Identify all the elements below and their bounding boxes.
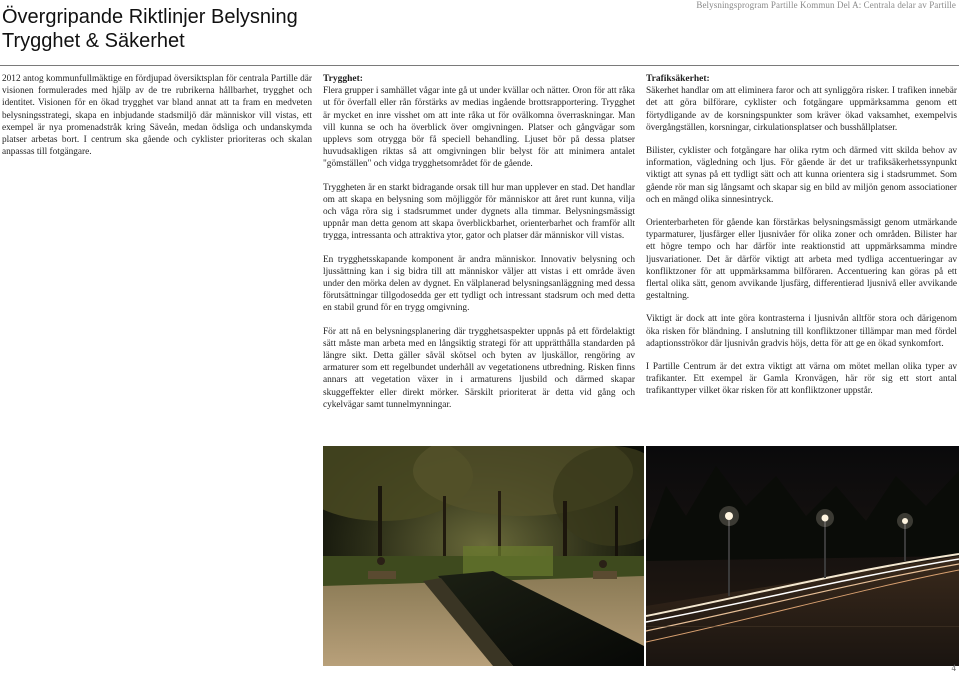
- page-number: 4: [951, 663, 956, 673]
- trygghet-paragraph-4: För att nå en belysningsplanering där trygghetsaspekter uppnås på ett fördelaktigt sätt måste man arbeta med en långsiktig strategi för att upprätthålla standarden på längre sikt. Detta gäller såväl skötsel och byten av ljuskällor, rengöring av armaturer som ett regelbundet underhåll av vegetationens utbredning. Risken finns annars att vegetation växer in i armaturens ljusbild och därmed skapar skuggeffekter eller direkt mörker. Särskilt prioriterat är detta vid gång och cykelvägar samt tunnelmynningar.: [323, 326, 635, 410]
- trafiksakerhet-paragraph-1: Säkerhet handlar om att eliminera faror och att synliggöra risker. I trafiken innebär det att göra bilförare, cyklister och fotgängare uppmärksamma genom ett förtydligande av de korsningspunkter som kräver ökad vaksamhet, exempelvis övergångställen, korsningar, cirkulationsplatser och busshållplatser.: [646, 86, 957, 133]
- trafiksakerhet-heading: Trafiksäkerhet:: [646, 74, 710, 84]
- page-title-line2: Trygghet & Säkerhet: [2, 30, 185, 52]
- trafiksakerhet-paragraph-3: Orienterbarheten för gående kan förstärkas belysningsmässigt genom utmärkande typarmaturer, ljusfärger eller ljusnivåer för olika zoner och områden. Bilister har ett högre tempo och har därför inte reaktionstid att uppmärksamma mindre ljusvariationer. Det är därför viktigt att arbeta med tydliga accentueringar av konfliktzoner för att uppmärksamma bilföraren. Accentuering kan göras på ett flertal olika sätt, genom avvikande ljusfärg, differentierad ljusnivå eller avvikande gestaltning.: [646, 218, 957, 302]
- document-meta: Belysningsprogram Partille Kommun Del A: Centrala delar av Partille: [696, 0, 956, 10]
- trygghet-paragraph-3: En trygghetsskapande komponent är andra människor. Innovativ belysning och ljussättning kan i sig bidra till att människor väljer att vistas i ett område även under den mörka delen av dygnet. En välplanerad belysningsanläggning med dessa förutsättningar tillgodosedda ger ett tydligt och intressant stadsrum och med detta en stabil grund för en trygg omgivning.: [323, 254, 635, 314]
- intro-paragraph: 2012 antog kommunfullmäktige en fördjupad översiktsplan för centrala Partille där visionen formulerades med hjälp av de tre rubrikerna hållbarhet, trygghet och identitet. Visionen för en ökad trygghet var bland annat att ta fram en medveten belysningsstrategi, skapa en inbjudande stadsmiljö där människor vill vistas, ett exempel är nya promenadstråk kring Säveån, medan ödsliga och undanskymda platser arbetas bort. I centrum ska gående och cyklister prioriteras och skalan anpassas till fotgängare.: [2, 74, 312, 158]
- trafiksakerhet-paragraph-2: Bilister, cyklister och fotgängare har olika rytm och därmed vitt skilda behov av information, vägledning och ljus. För gående är det ur trafiksäkerhetssynpunkt viktigt att synas på ett tydligt sätt och att kunna orientera sig i stadsrummet. Som gående rör man sig långsamt och skapar sig en bild av miljön genom associationer och en mängd olika sinnesintryck.: [646, 146, 957, 205]
- photo-night-park: [323, 446, 644, 666]
- trygghet-paragraph-1: Flera grupper i samhället vågar inte gå ut under kvällar och nätter. Oron för att råka ut för överfall eller rån förstärks av medias ingående brottsrapportering. Trygghet är mycket en inre visshet om att inte råka ut för ovälkomna överraskningar. Man vill kunna se och ha överblick över omgivningen. Platser och gångvägar som upplevs som otrygga bör få speciell behandling. Ljuset bör på dessa platser huvudsakligen riktas så att omgivningen blir belyst för att minimera antalet "gömställen" och vidga trygghetsområdet för de gående.: [323, 86, 635, 170]
- header-divider: [0, 65, 959, 66]
- column-intro: [2, 73, 312, 169]
- page-title-line1: Övergripande Riktlinjer Belysning: [2, 6, 298, 28]
- trafiksakerhet-paragraph-5: I Partille Centrum är det extra viktigt att värna om mötet mellan olika typer av trafikanter. Ett exempel är Gamla Kronvägen, här rör sig ett stort antal trafikanttyper vilket ökar risken för att konfliktzoner uppstår.: [646, 362, 957, 397]
- photo-night-road: [646, 446, 959, 666]
- column-trygghet: [323, 73, 635, 422]
- trygghet-heading: Trygghet:: [323, 74, 363, 84]
- column-trafiksakerhet: [646, 73, 957, 409]
- trafiksakerhet-paragraph-4: Viktigt är dock att inte göra kontrasterna i ljusnivån alltför stora och därigenom öka risken för bländning. I anslutning till konfliktzoner tillämpar man med fördel adaptionsströkor där ljusnivån gradvis höjs, detta för att ge en ökad synkomfort.: [646, 314, 957, 349]
- trygghet-paragraph-2: Tryggheten är en starkt bidragande orsak till hur man upplever en stad. Det handlar om att skapa en belysning som möjliggör för människor att året runt kunna, vilja och våga röra sig i stadsrummet under dygnets alla timmar. Belysningsmässigt uppnår man detta genom att skapa överblickbarhet, orienterbarhet och framför allt trygga, intressanta och attraktiva ytor, gator och platser där människor vill vistas.: [323, 182, 635, 242]
- page-title: [2, 5, 298, 53]
